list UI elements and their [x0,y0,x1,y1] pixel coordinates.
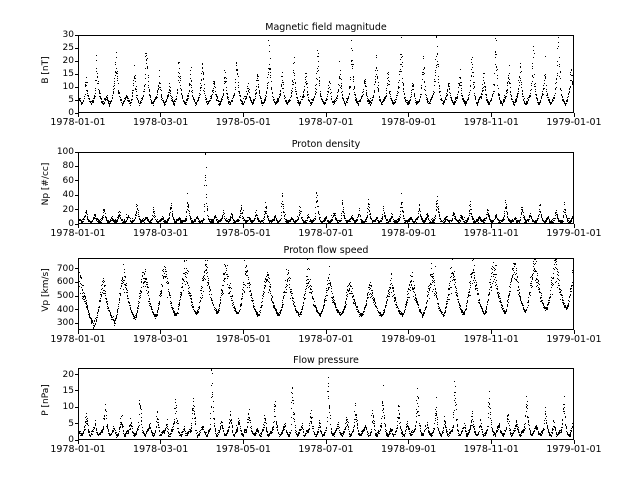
xtick-label: 1978-09-01 [381,117,437,128]
xtick-label: 1978-01-01 [50,117,106,128]
xtick-mark [574,224,575,228]
ytick-mark [75,423,79,424]
xtick-label: 1978-01-01 [50,228,106,239]
xtick-label: 1978-09-01 [381,334,437,345]
ytick-label: 15 [62,69,74,79]
xtick-mark [408,224,409,228]
xtick-mark [160,113,161,117]
ytick-label: 0 [68,108,74,118]
ytick-label: 20 [62,204,74,215]
xtick-mark [243,330,244,334]
xtick-mark [408,113,409,117]
xtick-mark [326,440,327,444]
ytick-mark [75,152,79,153]
ytick-mark [75,268,79,269]
ytick-label: 100 [56,147,74,157]
xtick-label: 1978-03-01 [133,334,189,345]
ytick-label: 10 [62,402,74,413]
ytick-label: 0 [68,219,74,229]
ytick-label: 25 [62,43,74,53]
xtick-label: 1978-01-01 [50,334,106,345]
xtick-mark [78,330,79,334]
panel-flow-pressure [41,355,602,455]
xtick-mark [408,440,409,444]
ytick-mark [75,282,79,283]
ytick-label: 5 [68,95,74,105]
xtick-label: 1978-11-01 [463,444,519,455]
xtick-mark [326,330,327,334]
ytick-mark [75,296,79,297]
xtick-label: 1978-07-01 [298,228,354,239]
xtick-mark [243,440,244,444]
xtick-mark [326,224,327,228]
ytick-mark [75,209,79,210]
xtick-mark [160,440,161,444]
xtick-mark [160,330,161,334]
xtick-label: 1978-03-01 [133,117,189,128]
xtick-label: 1978-11-01 [463,334,519,345]
xtick-label: 1978-05-01 [215,228,271,239]
xtick-mark [491,330,492,334]
xtick-label: 1978-03-01 [133,444,189,455]
ytick-mark [75,74,79,75]
xtick-mark [160,224,161,228]
panel-title-np: Proton density [291,139,361,150]
xtick-label: 1978-07-01 [298,444,354,455]
xtick-mark [574,113,575,117]
xtick-label: 1978-09-01 [381,228,437,239]
ytick-mark [75,309,79,310]
ytick-label: 400 [56,304,74,315]
ytick-mark [75,390,79,391]
ytick-label: 700 [56,263,74,274]
ytick-label: 20 [62,56,74,66]
ylabel-p: P [nPa] [41,384,51,416]
xtick-label: 1978-01-01 [50,444,106,455]
panel-title-p: Flow pressure [293,355,359,366]
xtick-mark [491,113,492,117]
ytick-mark [75,100,79,101]
xtick-mark [78,224,79,228]
xtick-mark [491,224,492,228]
panel-title-vp: Proton flow speed [283,245,369,256]
ytick-mark [75,374,79,375]
xtick-mark [326,113,327,117]
xtick-label: 1978-09-01 [381,444,437,455]
xtick-mark [574,330,575,334]
ytick-label: 80 [62,161,74,172]
xtick-label: 1979-01-01 [546,334,602,345]
ytick-label: 300 [56,318,74,329]
xtick-label: 1978-11-01 [463,228,519,239]
ylabel-np: Np [#/cc] [41,162,51,206]
xtick-label: 1978-05-01 [215,444,271,455]
xtick-mark [243,113,244,117]
ytick-label: 5 [68,418,74,429]
xtick-label: 1979-01-01 [546,444,602,455]
xtick-label: 1978-07-01 [298,334,354,345]
ytick-mark [75,166,79,167]
ytick-mark [75,180,79,181]
xtick-mark [78,113,79,117]
xtick-mark [78,440,79,444]
panel-proton-density [41,139,602,239]
ylabel-b: B [nT] [41,56,51,84]
panel-magnetic-field-magnitude [41,22,602,128]
ytick-label: 500 [56,291,74,302]
plot-area-p [78,368,574,440]
ytick-label: 15 [62,385,74,396]
plot-area-b [78,35,574,113]
ytick-mark [75,87,79,88]
plot-area-vp [78,258,574,330]
ytick-label: 20 [62,369,74,380]
ytick-label: 0 [68,435,74,445]
xtick-mark [408,330,409,334]
ytick-mark [75,35,79,36]
ytick-label: 600 [56,277,74,288]
xtick-mark [243,224,244,228]
plot-area-np [78,152,574,224]
panel-title-b: Magnetic field magnitude [265,22,387,33]
ytick-mark [75,48,79,49]
ytick-label: 30 [62,30,74,40]
xtick-label: 1978-11-01 [463,117,519,128]
ylabel-vp: Vp [km/s] [41,268,51,312]
xtick-mark [574,440,575,444]
ytick-label: 60 [62,175,74,186]
ytick-label: 10 [62,82,74,92]
panel-proton-flow-speed [41,245,602,345]
ytick-mark [75,195,79,196]
ytick-mark [75,61,79,62]
ytick-mark [75,407,79,408]
xtick-mark [491,440,492,444]
ytick-mark [75,323,79,324]
xtick-label: 1978-07-01 [298,117,354,128]
xtick-label: 1978-05-01 [215,117,271,128]
xtick-label: 1978-05-01 [215,334,271,345]
xtick-label: 1978-03-01 [133,228,189,239]
ytick-label: 40 [62,190,74,201]
xtick-label: 1979-01-01 [546,228,602,239]
xtick-label: 1979-01-01 [546,117,602,128]
